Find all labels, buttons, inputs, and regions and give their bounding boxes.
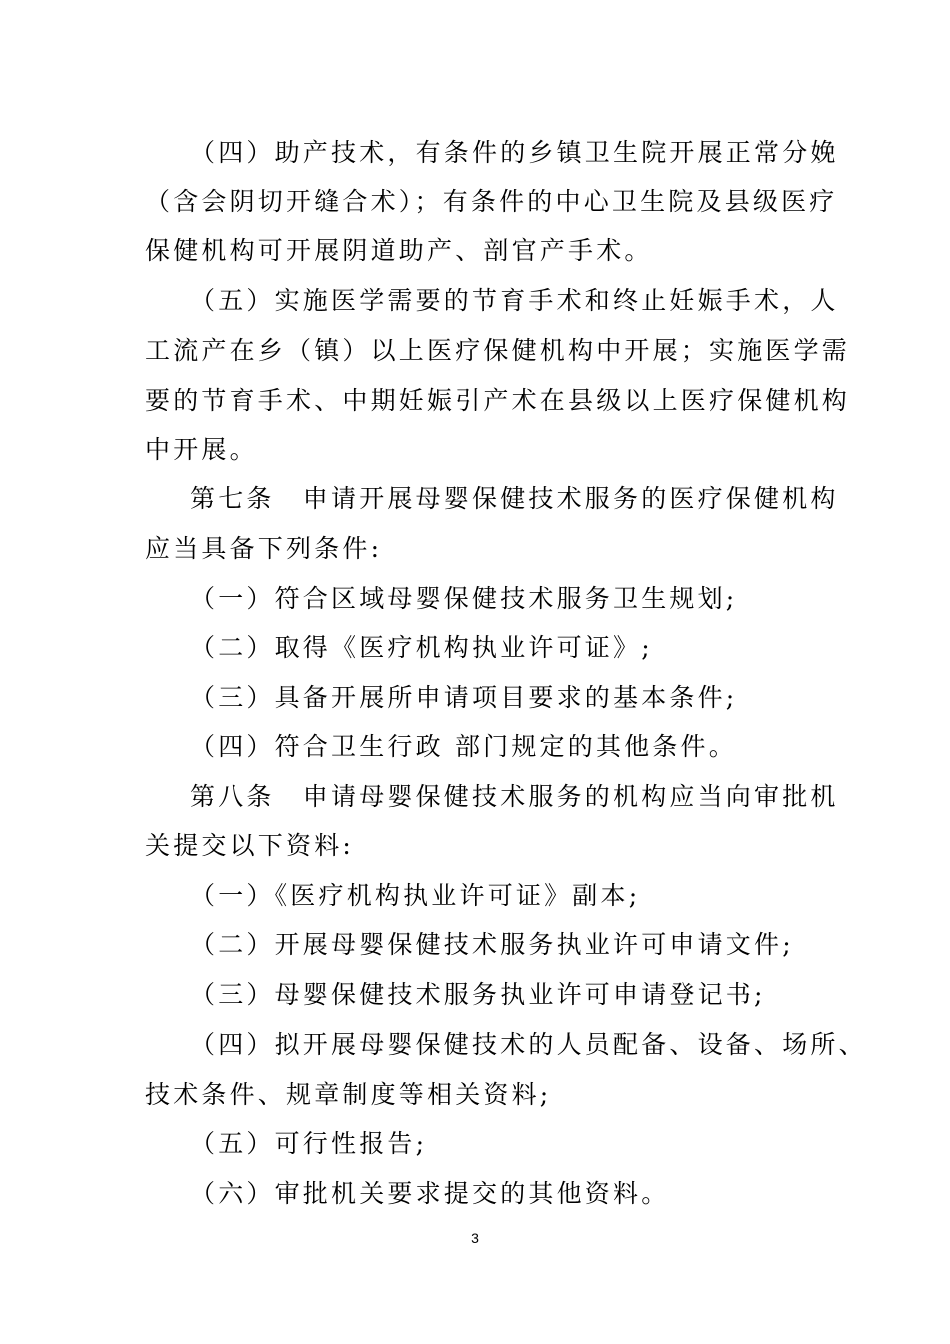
list-item-8: （四）拟开展母婴保健技术的人员配备、设备、场所、 xyxy=(190,1030,867,1059)
text-line-5: 工流产在乡（镇）以上医疗保健机构中开展；实施医学需 xyxy=(145,336,851,365)
list-item-10: （六）审批机关要求提交的其他资料。 xyxy=(190,1179,670,1208)
list-item-7: （三）母婴保健技术服务执业许可申请登记书; xyxy=(190,980,766,1009)
page-number: 3 xyxy=(471,1230,479,1246)
list-item-9: （五）可行性报告; xyxy=(190,1129,428,1158)
text-line-20: 技术条件、规章制度等相关资料; xyxy=(145,1080,552,1109)
text-line-9: 应当具备下列条件: xyxy=(145,534,383,563)
list-item-3: （三）具备开展所申请项目要求的基本条件; xyxy=(190,683,738,712)
list-item-2: （二）取得《医疗机构执业许可证》; xyxy=(190,633,653,662)
text-line-3: 保健机构可开展阴道助产、剖官产手术。 xyxy=(145,236,653,265)
text-line-6: 要的节育手术、中期妊娠引产术在县级以上医疗保健机构 xyxy=(145,386,851,415)
text-line-7: 中开展。 xyxy=(145,435,258,464)
list-item-6: （二）开展母婴保健技术服务执业许可申请文件; xyxy=(190,930,794,959)
list-item-4: （四）符合卫生行政 部门规定的其他条件。 xyxy=(190,732,737,761)
article-7-heading: 第七条 申请开展母婴保健技术服务的医疗保健机构 xyxy=(190,484,839,513)
article-8-heading: 第八条 申请母婴保健技术服务的机构应当向审批机 xyxy=(190,782,839,811)
list-item-5: （一）《医疗机构执业许可证》副本; xyxy=(190,881,641,910)
text-line-2: （含会阴切开缝合术）；有条件的中心卫生院及县级医疗 xyxy=(145,187,838,216)
list-item-1: （一）符合区域母婴保健技术服务卫生规划; xyxy=(190,584,738,613)
text-line-4: （五）实施医学需要的节育手术和终止妊娠手术，人 xyxy=(190,286,839,315)
text-line-1: （四）助产技术，有条件的乡镇卫生院开展正常分娩 xyxy=(190,138,839,167)
text-line-15: 关提交以下资料: xyxy=(145,831,355,860)
